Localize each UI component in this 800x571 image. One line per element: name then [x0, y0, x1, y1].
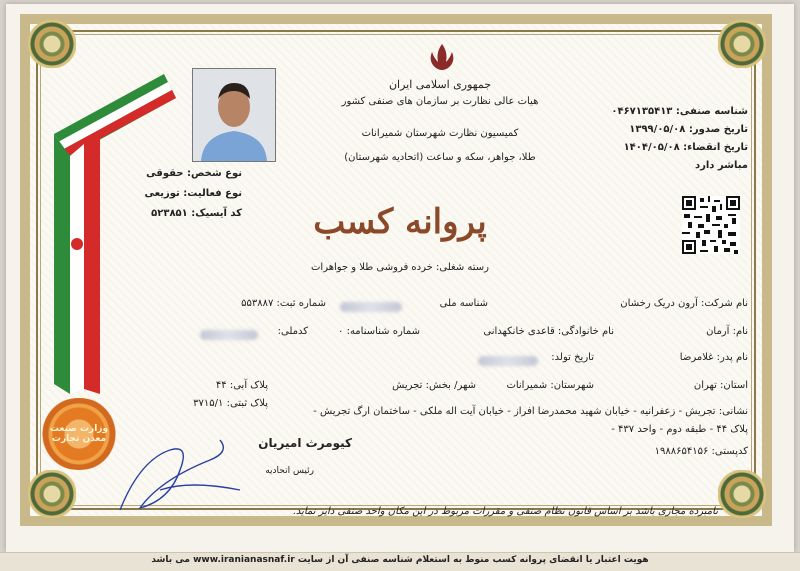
corner-ornament [718, 20, 766, 68]
address-line-2: پلاک ۴۴ - طبقه دوم - واحد ۴۳۷ - [611, 424, 748, 435]
address-line-1: نشانی: تجریش - زعفرانیه - خیابان شهید محمدرضا افراز - خیابان آیت اله ملکی - ساختمان ارگ تجریش - [313, 406, 748, 417]
corner-ornament [28, 20, 76, 68]
birth-date-label: تاریخ تولد: [551, 352, 594, 363]
province: استان: تهران [693, 380, 748, 391]
signatory-role: رئیس اتحادیه [265, 466, 314, 476]
document-title: پروانه کسب [313, 202, 487, 242]
signature [100, 420, 250, 520]
issue-date: تاریخ صدور: ۱۳۹۹/۰۵/۰۸ [629, 124, 748, 135]
header-line-4: طلا، جواهر، سکه و ساعت (اتحادیه شهرستان) [344, 152, 536, 163]
expiry-date: تاریخ انقضاء: ۱۴۰۴/۰۵/۰۸ [623, 142, 748, 153]
ministry-seal: وزارت صنعت معدن تجارت [38, 398, 120, 470]
header-line-2: هیات عالی نظارت بر سازمان های صنفی کشور [341, 96, 539, 107]
registration-number: شماره ثبت: ۵۵۳۸۸۷ [241, 298, 326, 309]
first-name: نام: آرمان [706, 326, 748, 337]
id-number: شماره شناسنامه: ۰ [338, 326, 420, 337]
plaque-abi: پلاک آبی: ۴۴ [215, 380, 268, 391]
city: شهرستان: شمیرانات [506, 380, 594, 391]
qr-code [682, 196, 740, 254]
postal-code: کدپستی: ۱۹۸۸۶۵۴۱۵۶ [654, 446, 748, 457]
redacted-birth-date [478, 356, 538, 366]
emblem-icon [424, 40, 460, 74]
redacted-national-code [200, 330, 258, 340]
last-name: نام خانوادگی: قاعدی خانکهدانی [483, 326, 614, 337]
company-name: نام شرکت: آرون دریک رخشان [620, 298, 748, 309]
header-line-1: جمهوری اسلامی ایران [388, 78, 492, 91]
city-district: شهر/ بخش: تجریش [392, 380, 476, 391]
isic-code: کد آیسیک: ۵۲۳۸۵۱ [151, 208, 242, 219]
activity-type: نوع فعالیت: توزیعی [144, 188, 242, 199]
flag-ribbon [44, 64, 184, 404]
bottom-bar [0, 552, 800, 571]
header-line-3: کمیسیون نظارت شهرستان شمیرانات [361, 128, 519, 139]
operator-status: مباشر دارد [694, 160, 748, 171]
national-code-label: کدملی: [277, 326, 308, 337]
national-id-label: شناسه ملی [439, 298, 488, 309]
legal-footer-note: نامبرده مجازی باشد بر اساس قانون نظام صنفی و مقررات مربوط در این مکان واحد صنفی دایر نماید. [292, 506, 718, 517]
occupation: رسته شغلی: خرده فروشی طلا و جواهرات [311, 262, 489, 273]
verification-note: هویت اعتبار یا انقضای پروانه کسب منوط به استعلام شناسه صنفی آن از سایت www.iranianasnaf.ir می باشد [151, 555, 649, 565]
redacted-national-id [340, 302, 402, 312]
corner-ornament [718, 470, 766, 518]
corner-ornament [28, 470, 76, 518]
owner-photo [192, 68, 276, 162]
person-type: نوع شخص: حقوقی [146, 168, 242, 179]
plaque-sabti: پلاک ثبتی: ۳۷۱۵/۱ [193, 398, 268, 409]
signatory-name: کیومرث امیریان [258, 436, 352, 450]
father-name: نام پدر: غلامرضا [679, 352, 748, 363]
guild-id: شناسه صنفی: ۰۴۶۷۱۳۵۴۱۳ [611, 106, 748, 117]
